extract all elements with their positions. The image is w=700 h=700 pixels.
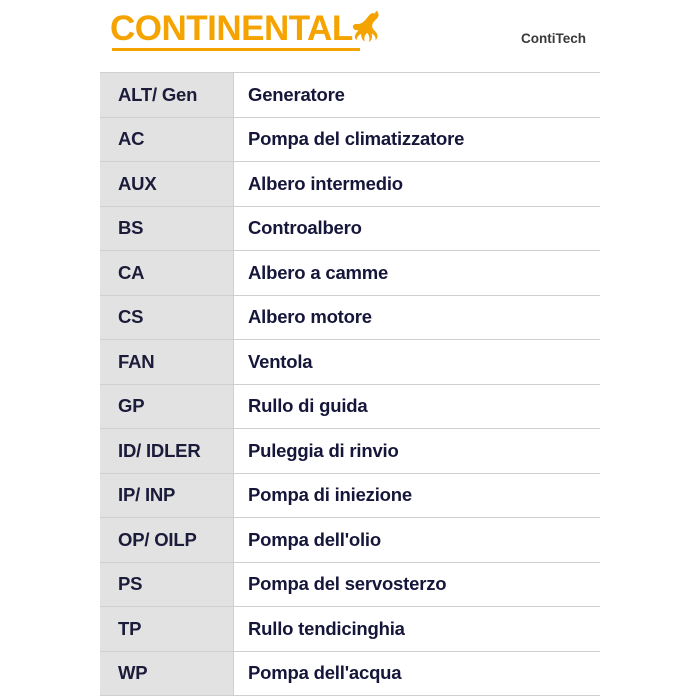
abbreviation-description: Albero a camme xyxy=(234,251,600,295)
abbreviation-description: Ventola xyxy=(234,340,600,384)
abbreviation-description: Rullo di guida xyxy=(234,385,600,429)
abbreviation-code: OP/ OILP xyxy=(100,518,234,562)
table-row xyxy=(100,563,600,608)
abbreviation-code: PS xyxy=(100,563,234,607)
abbreviation-code: CA xyxy=(100,251,234,295)
left-margin xyxy=(0,0,100,700)
table-row xyxy=(100,429,600,474)
abbreviation-table xyxy=(100,72,600,696)
abbreviation-code: TP xyxy=(100,607,234,651)
table-row xyxy=(100,251,600,296)
abbreviation-code: WP xyxy=(100,652,234,696)
abbreviation-description: Rullo tendicinghia xyxy=(234,607,600,651)
abbreviation-code: BS xyxy=(100,207,234,251)
table-row xyxy=(100,607,600,652)
table-row xyxy=(100,207,600,252)
abbreviation-description: Pompa dell'acqua xyxy=(234,652,600,696)
rearing-horse-icon xyxy=(347,6,387,46)
brand-wordmark: CONTINENTAL xyxy=(110,9,353,48)
continental-logo xyxy=(110,10,387,60)
abbreviation-description: Puleggia di rinvio xyxy=(234,429,600,473)
table-row xyxy=(100,652,600,697)
table-row xyxy=(100,385,600,430)
abbreviation-description: Pompa del climatizzatore xyxy=(234,118,600,162)
document-header xyxy=(100,0,600,72)
abbreviation-code: AC xyxy=(100,118,234,162)
brand-underline xyxy=(112,48,360,51)
table-row xyxy=(100,296,600,341)
abbreviation-description: Albero intermedio xyxy=(234,162,600,206)
table-row xyxy=(100,340,600,385)
table-row xyxy=(100,118,600,163)
abbreviation-code: GP xyxy=(100,385,234,429)
table-row xyxy=(100,73,600,118)
table-row xyxy=(100,162,600,207)
abbreviation-description: Generatore xyxy=(234,73,600,117)
abbreviation-code: IP/ INP xyxy=(100,474,234,518)
right-margin xyxy=(600,0,700,700)
abbreviation-description: Pompa del servosterzo xyxy=(234,563,600,607)
abbreviation-description: Albero motore xyxy=(234,296,600,340)
abbreviation-code: FAN xyxy=(100,340,234,384)
table-row xyxy=(100,518,600,563)
abbreviation-code: ALT/ Gen xyxy=(100,73,234,117)
abbreviation-code: AUX xyxy=(100,162,234,206)
table-row xyxy=(100,474,600,519)
contitech-wordmark: ContiTech xyxy=(521,31,586,46)
abbreviation-description: Pompa dell'olio xyxy=(234,518,600,562)
abbreviation-code: ID/ IDLER xyxy=(100,429,234,473)
abbreviation-description: Controalbero xyxy=(234,207,600,251)
abbreviation-description: Pompa di iniezione xyxy=(234,474,600,518)
abbreviation-code: CS xyxy=(100,296,234,340)
